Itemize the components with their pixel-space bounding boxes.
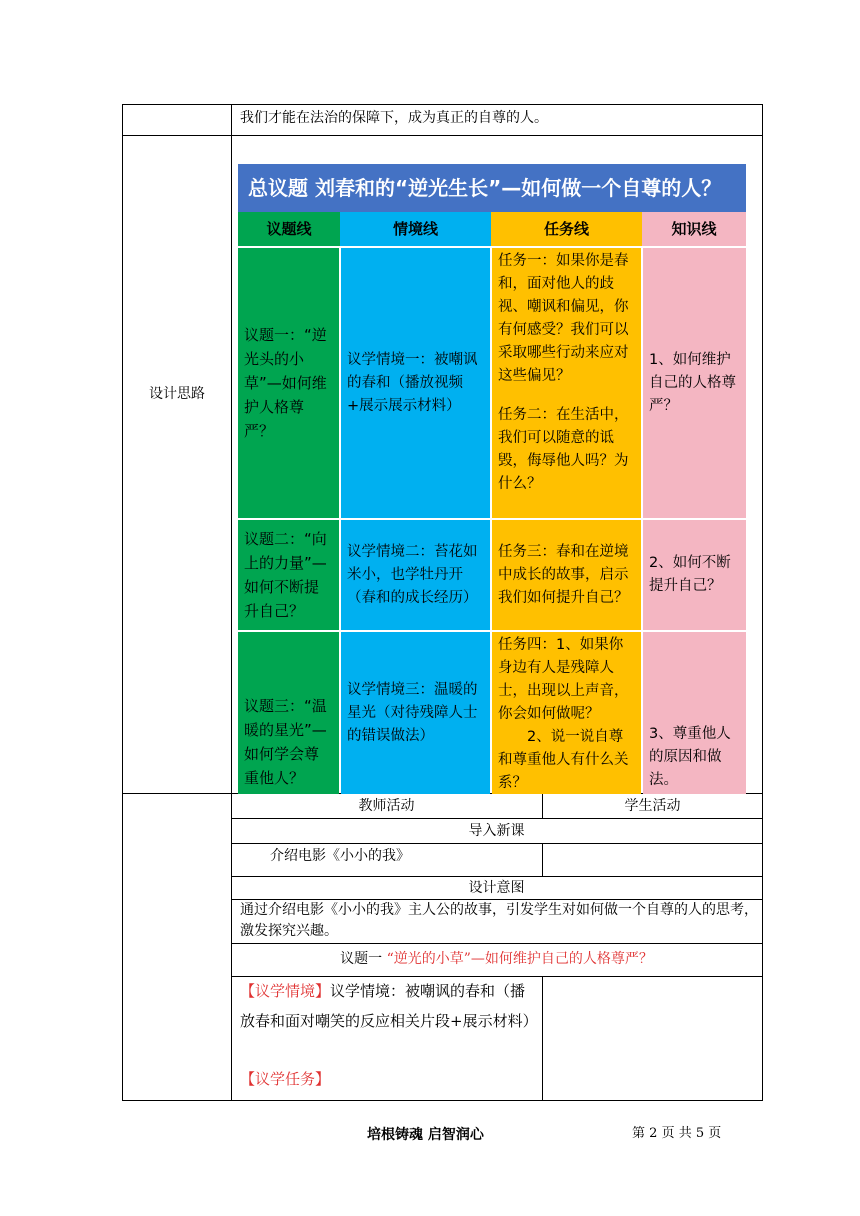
scene-cell-1 [341, 248, 490, 518]
diagram-title: 总议题 刘春和的“逆光生长”—如何做一个自尊的人？ [238, 164, 746, 212]
page-indicator [632, 1123, 721, 1145]
scene-text-1: 议学情境一：被嘲讽的春和（播放视频+展示展示材料） [347, 351, 478, 414]
page-total: 5 [695, 1126, 705, 1141]
design-diagram [238, 164, 746, 794]
topic1-prefix: 议题一 [340, 951, 383, 967]
column-divider [542, 976, 543, 1101]
header-task-line: 任务线 [491, 212, 642, 246]
topic-text-2: 议题二：“向上的力量”—如何不断提升自己？ [244, 530, 327, 620]
header-scene-line: 情境线 [340, 212, 491, 246]
task-text-1: 任务一：如果你是春和，面对他人的歧视、嘲讽和偏见，你有何感受？我们可以采取哪些行动来应对这些偏见？ [498, 253, 629, 384]
knowledge-text-1: 1、如何维护自己的人格尊严？ [649, 351, 736, 414]
page-suffix: 页 [708, 1126, 722, 1141]
page-number: 2 [649, 1126, 658, 1141]
row-divider [231, 943, 763, 944]
task-text-5: 2、说一说自尊和尊重他人有什么关系？ [498, 729, 629, 791]
page-mid: 页 共 [661, 1126, 692, 1141]
task-text-4: 任务四：1、如果你身边有人是残障人士，出现以上声音，你会如何做呢？ [498, 637, 629, 722]
header-topic-line: 议题线 [238, 212, 340, 246]
scene-text-3: 议学情境三：温暖的星光（对待残障人士的错误做法） [347, 681, 478, 744]
task-text-2: 任务二：在生活中，我们可以随意的诋毁，侮辱他人吗？为什么？ [498, 407, 629, 492]
table-top-border [122, 104, 763, 105]
column-divider [542, 843, 543, 877]
scene-text: 议学情境：被嘲讽的春和（播放春和面对嘲笑的反应相关片段+展示材料） [240, 982, 538, 1030]
intro-teacher-text: 介绍电影《小小的我》 [270, 848, 410, 864]
intro-title: 导入新课 [468, 823, 525, 839]
topic-cell-1 [238, 248, 339, 518]
page-prefix: 第 [632, 1126, 646, 1141]
row-divider [231, 818, 763, 819]
topic1-title-rest: —如何维护自己的人格尊严？ [470, 951, 653, 967]
task-tag: 【议学任务】 [240, 1070, 331, 1088]
row1-text: 我们才能在法治的保障下，成为真正的自尊的人。 [240, 110, 548, 126]
student-activity-header: 学生活动 [624, 798, 681, 814]
design-label: 设计思路 [149, 386, 205, 402]
scene-text-2: 议学情境二：苔花如米小，也学牡丹开（春和的成长经历） [347, 543, 478, 606]
task-cell-4 [492, 632, 641, 794]
task-cell-3 [492, 520, 641, 630]
knowledge-text-2: 2、如何不断提升自己？ [649, 555, 731, 594]
knowledge-cell-2 [643, 520, 746, 630]
knowledge-text-3: 3、尊重他人的原因和做法。 [649, 726, 731, 788]
intent-title: 设计意图 [468, 880, 525, 896]
topic1-heading [231, 948, 762, 970]
row-divider [122, 135, 763, 136]
teacher-activity-header: 教师活动 [358, 798, 415, 814]
scene-cell-3 [341, 632, 490, 794]
task-cell-1 [492, 248, 641, 518]
topic-text-1: 议题一：“逆光头的小草”—如何维护人格尊严？ [244, 326, 327, 440]
scene-cell-2 [341, 520, 490, 630]
scene-paragraph [240, 976, 540, 1036]
scene-tag: 【议学情境】 [240, 982, 331, 1000]
topic-text-3: 议题三：“温暖的星光”—如何学会尊重他人？ [244, 697, 327, 787]
topic-cell-2 [238, 520, 339, 630]
knowledge-cell-3 [643, 632, 746, 794]
topic1-title-red: “逆光的小草” [386, 951, 471, 967]
topic-cell-3 [238, 632, 339, 794]
table-left-border [122, 104, 123, 1101]
row-divider [231, 843, 763, 844]
footer-motto: 培根铸魂 启智润心 [367, 1127, 484, 1143]
header-knowledge-line: 知识线 [642, 212, 746, 246]
knowledge-cell-1 [643, 248, 746, 518]
intent-text: 通过介绍电影《小小的我》主人公的故事，引发学生对如何做一个自尊的人的思考，激发探究兴趣。 [240, 902, 758, 939]
table-bottom-border [122, 1100, 763, 1101]
table-right-border [762, 104, 763, 1101]
task-text-3: 任务三：春和在逆境中成长的故事，启示我们如何提升自己？ [498, 543, 629, 606]
